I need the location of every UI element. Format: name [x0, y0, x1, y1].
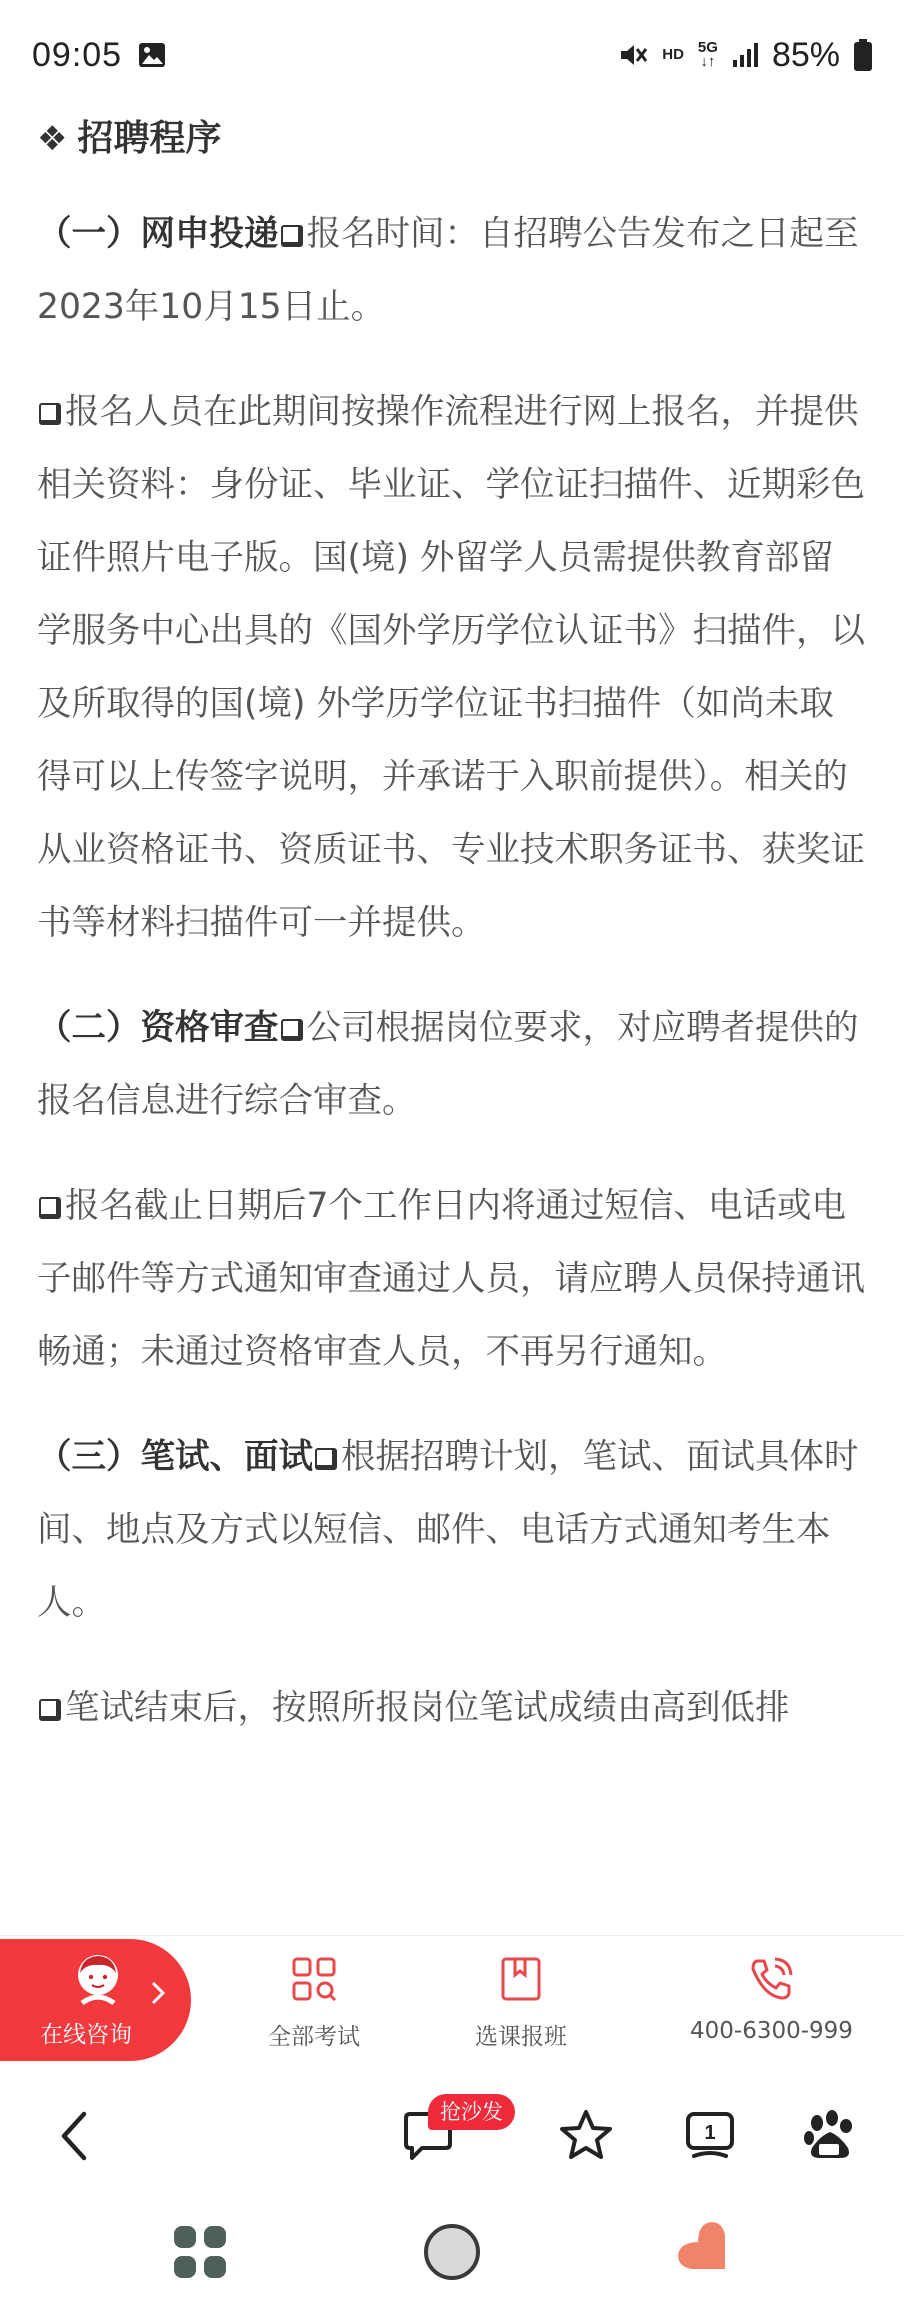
article-content: [37, 108, 867, 1745]
select-course-button[interactable]: [475, 1956, 567, 2061]
all-exams-button[interactable]: [268, 1956, 360, 2061]
network-arrows: ↓↑: [700, 53, 716, 70]
bottom-action-bar: [0, 1935, 904, 2081]
section-title: 招聘程序: [77, 118, 222, 159]
home-circle-icon[interactable]: [420, 2220, 484, 2284]
gallery-notification-icon: [138, 42, 166, 68]
paragraph-text: 报名截止日期后7个工作日内将通过短信、电话或电子邮件等方式通知审查通过人员，请应聘人员保持通讯畅通；未通过资格审查人员，不再另行通知。: [37, 1186, 865, 1372]
consultant-avatar-icon: [70, 1951, 126, 2007]
checkbox-bullet-icon: [281, 225, 303, 247]
section-heading: [37, 108, 867, 170]
checkbox-bullet-icon: [281, 1019, 303, 1041]
phone-icon: [748, 1956, 794, 2002]
tabs-icon[interactable]: [680, 2106, 740, 2166]
signal-icon: [732, 42, 758, 68]
status-bar: [0, 0, 904, 110]
select-course-label: 选课报班: [475, 2024, 567, 2050]
tab-count: 1: [704, 2122, 716, 2144]
browser-toolbar: [0, 2082, 904, 2192]
step-title: （一）网申投递: [37, 214, 279, 254]
network-type: 5G: [697, 39, 718, 56]
mute-icon: [618, 40, 648, 70]
paragraph-text: 笔试结束后，按照所报岗位笔试成绩由高到低排: [65, 1688, 790, 1728]
checkbox-bullet-icon: [39, 1197, 61, 1219]
paragraph-text: 报名人员在此期间按操作流程进行网上报名，并提供相关资料：身份证、毕业证、学位证扫描件、近期彩色证件照片电子版。国(境) 外留学人员需提供教育部留学服务中心出具的《国外学历学位认证书》扫描件，以及所取得的国(境) 外学历学位证书扫描件（如尚未取得可以上传签字说明，并承诺于入职前提供）。相关的从业资格证书、资质证书、专业技术职务证书、获奖证书等材料扫描件可一并提供。: [37, 392, 865, 943]
chevron-right-icon: [150, 1979, 166, 2007]
phone-number: 400-6300-999: [690, 2018, 853, 2044]
paragraph-online-application: [37, 198, 867, 344]
star-favorite-icon[interactable]: [556, 2106, 616, 2166]
sofa-badge: 抢沙发: [428, 2094, 515, 2130]
paragraph-text: 根据招聘计划，笔试、面试具体时间、地点及方式以短信、邮件、电话方式通知考生本人。: [37, 1437, 859, 1623]
app-drawer-icon[interactable]: [168, 2220, 232, 2284]
diamond-bullet-icon: ❖: [37, 119, 68, 159]
status-right: [618, 36, 872, 75]
paragraph-text: 报名时间：自招聘公告发布之日起至2023年10月15日止。: [37, 214, 859, 327]
paragraph-exam-results: [37, 1672, 867, 1745]
checkbox-bullet-icon: [39, 403, 61, 425]
system-navigation-bar: [0, 2196, 904, 2316]
all-exams-label: 全部考试: [268, 2024, 360, 2050]
paragraph-text: 公司根据岗位要求，对应聘者提供的报名信息进行综合审查。: [37, 1008, 859, 1121]
hd-indicator: HD: [662, 46, 684, 63]
baidu-paw-icon[interactable]: [800, 2106, 860, 2166]
paragraph-qualification-review: [37, 992, 867, 1138]
back-arrow-icon[interactable]: [46, 2106, 106, 2166]
paragraph-exam-interview: [37, 1421, 867, 1640]
book-icon: [498, 1956, 544, 2002]
checkbox-bullet-icon: [315, 1448, 337, 1470]
consult-label: 在线咨询: [40, 2022, 132, 2048]
paragraph-notification: [37, 1170, 867, 1389]
paragraph-materials: [37, 376, 867, 960]
online-consult-button[interactable]: [0, 1939, 191, 2061]
heart-app-icon[interactable]: [676, 2220, 740, 2284]
network-indicator: [698, 41, 718, 69]
grid-search-icon: [291, 1956, 337, 2002]
battery-icon: [854, 39, 872, 71]
step-title: （三）笔试、面试: [37, 1437, 313, 1477]
step-title: （二）资格审查: [37, 1008, 279, 1048]
phone-hotline-button[interactable]: [690, 1956, 853, 2061]
status-time: 09:05: [32, 35, 123, 74]
checkbox-bullet-icon: [39, 1699, 61, 1721]
battery-text: 85%: [771, 35, 840, 74]
